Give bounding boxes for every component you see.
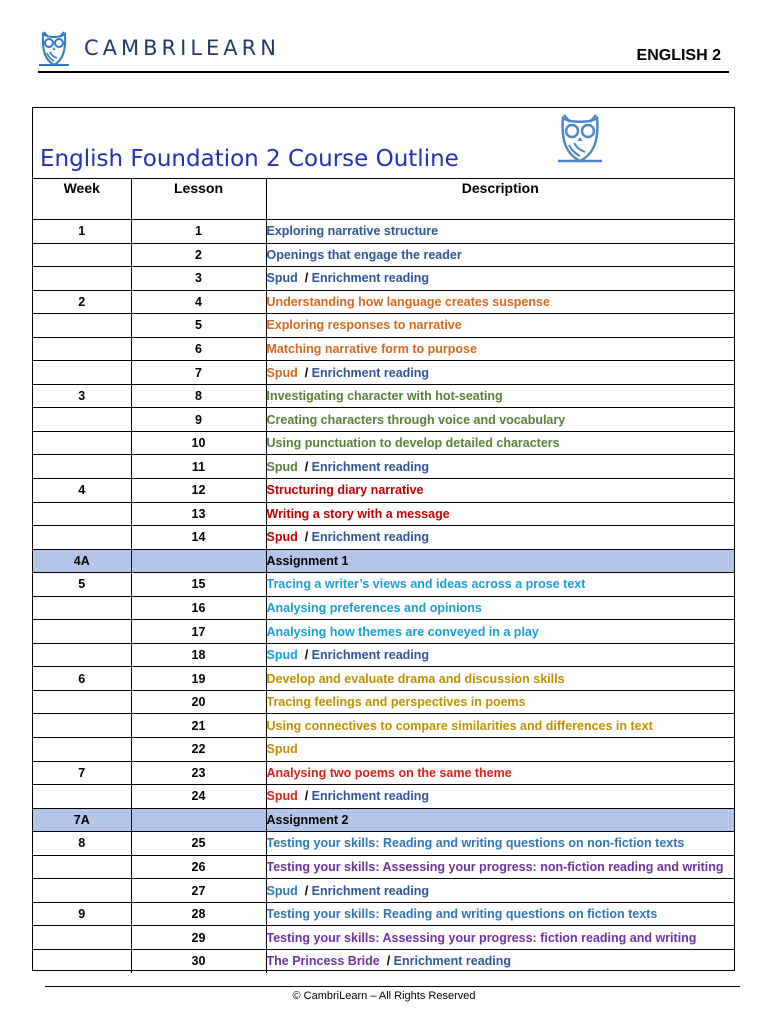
description-text: Creating characters through voice and vocabulary	[266, 412, 566, 427]
lesson-cell: 6	[131, 337, 266, 361]
lesson-cell	[131, 549, 266, 573]
description-text: Spud	[266, 789, 298, 804]
table-row	[33, 902, 734, 926]
week-cell: 3	[33, 384, 131, 408]
description-cell	[266, 549, 734, 573]
description-cell	[266, 220, 734, 244]
week-cell	[33, 926, 131, 950]
description-cell	[266, 526, 734, 550]
table-row	[33, 314, 734, 338]
subject-label: ENGLISH 2	[636, 47, 721, 64]
description-text: Exploring narrative structure	[266, 224, 439, 239]
table-row	[33, 455, 734, 479]
lesson-column-header: Lesson	[131, 178, 266, 220]
owl-icon	[554, 110, 606, 168]
week-cell	[33, 879, 131, 903]
table-row	[33, 667, 734, 691]
lesson-cell: 15	[131, 573, 266, 597]
header-divider	[38, 71, 729, 73]
week-cell: 5	[33, 573, 131, 597]
lesson-cell: 1	[131, 220, 266, 244]
lesson-cell: 4	[131, 290, 266, 314]
table-row	[33, 479, 734, 503]
description-text: Enrichment reading	[393, 954, 512, 969]
table-row	[33, 738, 734, 762]
description-text: Testing your skills: Reading and writing questions on non-fiction texts	[266, 836, 685, 851]
week-cell: 9	[33, 902, 131, 926]
description-cell	[266, 620, 734, 644]
week-cell	[33, 267, 131, 291]
lesson-cell: 8	[131, 384, 266, 408]
lesson-cell: 14	[131, 526, 266, 550]
description-cell	[266, 455, 734, 479]
lesson-cell: 20	[131, 690, 266, 714]
lesson-cell: 3	[131, 267, 266, 291]
lesson-cell	[131, 808, 266, 832]
lesson-cell: 17	[131, 620, 266, 644]
table-row	[33, 502, 734, 526]
lesson-cell: 25	[131, 832, 266, 856]
week-cell	[33, 526, 131, 550]
table-header-row	[33, 178, 734, 220]
lesson-cell: 22	[131, 738, 266, 762]
table-row	[33, 785, 734, 809]
description-text: Assignment 2	[266, 812, 349, 827]
lesson-cell: 23	[131, 761, 266, 785]
description-cell	[266, 596, 734, 620]
description-cell	[266, 408, 734, 432]
owl-logo-icon	[36, 28, 72, 70]
description-text: Spud	[266, 530, 298, 545]
description-cell	[266, 431, 734, 455]
table-row	[33, 243, 734, 267]
description-cell	[266, 808, 734, 832]
table-row	[33, 290, 734, 314]
assignment-row	[33, 549, 734, 573]
week-cell	[33, 361, 131, 385]
lesson-cell: 29	[131, 926, 266, 950]
description-text: Matching narrative form to purpose	[266, 342, 477, 356]
table-row	[33, 267, 734, 291]
table-row	[33, 855, 734, 879]
lesson-cell: 11	[131, 455, 266, 479]
description-text: Tracing a writer’s views and ideas across a prose text	[266, 577, 586, 592]
description-text: Investigating character with hot-seating	[266, 389, 503, 404]
week-cell	[33, 690, 131, 714]
description-text: /	[297, 365, 312, 380]
week-cell	[33, 431, 131, 455]
table-row	[33, 714, 734, 738]
page-title: English Foundation 2 Course Outline	[40, 146, 459, 172]
table-row	[33, 949, 734, 972]
description-text: /	[297, 271, 312, 286]
description-text: Using punctuation to develop detailed characters	[266, 436, 560, 451]
description-cell	[266, 479, 734, 503]
week-cell: 4	[33, 479, 131, 503]
week-cell	[33, 620, 131, 644]
description-cell	[266, 361, 734, 385]
description-text: Tracing feelings and perspectives in poems	[266, 695, 526, 710]
week-cell	[33, 855, 131, 879]
table-row	[33, 879, 734, 903]
lesson-cell: 30	[131, 949, 266, 972]
table-row	[33, 620, 734, 644]
description-text: Enrichment reading	[311, 271, 430, 286]
description-cell	[266, 667, 734, 691]
table-row	[33, 832, 734, 856]
course-table	[33, 178, 734, 973]
title-area	[33, 108, 734, 179]
table-row	[33, 761, 734, 785]
lesson-cell: 12	[131, 479, 266, 503]
description-text: Analysing two poems on the same theme	[266, 765, 512, 780]
week-cell	[33, 408, 131, 432]
lesson-cell: 24	[131, 785, 266, 809]
week-cell	[33, 714, 131, 738]
description-cell	[266, 314, 734, 338]
table-row	[33, 573, 734, 597]
copyright-footer: © CambriLearn – All Rights Reserved	[292, 990, 476, 1002]
description-text: Structuring diary narrative	[266, 483, 424, 498]
description-cell	[266, 738, 734, 762]
description-text: /	[297, 459, 312, 474]
lesson-cell: 2	[131, 243, 266, 267]
week-cell	[33, 314, 131, 338]
lesson-cell: 19	[131, 667, 266, 691]
lesson-cell: 7	[131, 361, 266, 385]
lesson-cell: 28	[131, 902, 266, 926]
description-text: /	[379, 954, 394, 969]
description-text: Enrichment reading	[311, 789, 430, 804]
week-cell: 7	[33, 761, 131, 785]
description-column-header: Description	[266, 178, 734, 220]
description-cell	[266, 902, 734, 926]
lesson-cell: 26	[131, 855, 266, 879]
week-cell: 6	[33, 667, 131, 691]
table-row	[33, 596, 734, 620]
description-cell	[266, 502, 734, 526]
table-row	[33, 384, 734, 408]
description-cell	[266, 926, 734, 950]
description-text: Spud	[266, 742, 298, 757]
lesson-cell: 27	[131, 879, 266, 903]
description-text: Testing your skills: Assessing your progress: fiction reading and writing	[266, 930, 697, 945]
description-cell	[266, 267, 734, 291]
table-row	[33, 220, 734, 244]
week-cell	[33, 337, 131, 361]
week-cell	[33, 949, 131, 972]
description-text: Testing your skills: Assessing your progress: non-fiction reading and writing	[266, 860, 724, 875]
week-cell	[33, 596, 131, 620]
table-row	[33, 926, 734, 950]
description-cell	[266, 761, 734, 785]
description-text: Using connectives to compare similarities and differences in text	[266, 718, 653, 733]
description-text: Spud	[266, 648, 298, 663]
week-cell	[33, 738, 131, 762]
lesson-cell: 9	[131, 408, 266, 432]
description-text: Writing a story with a message	[266, 506, 450, 521]
lesson-cell: 16	[131, 596, 266, 620]
description-text: Analysing how themes are conveyed in a play	[266, 624, 539, 639]
description-text: Enrichment reading	[311, 530, 430, 545]
table-row	[33, 526, 734, 550]
description-text: /	[297, 883, 312, 898]
description-cell	[266, 714, 734, 738]
description-text: Openings that engage the reader	[266, 247, 462, 262]
week-cell	[33, 502, 131, 526]
description-text: /	[297, 530, 312, 545]
description-cell	[266, 855, 734, 879]
week-cell	[33, 785, 131, 809]
description-text: The Princess Bride	[266, 954, 380, 969]
description-cell	[266, 243, 734, 267]
description-text: /	[297, 648, 312, 663]
description-cell	[266, 785, 734, 809]
week-cell: 7A	[33, 808, 131, 832]
description-cell	[266, 949, 734, 972]
course-outline	[32, 107, 735, 971]
description-text: /	[297, 789, 312, 804]
table-row	[33, 431, 734, 455]
table-row	[33, 337, 734, 361]
lesson-cell: 13	[131, 502, 266, 526]
week-cell: 8	[33, 832, 131, 856]
description-cell	[266, 573, 734, 597]
description-text: Enrichment reading	[311, 648, 430, 663]
description-cell	[266, 337, 734, 361]
description-cell	[266, 690, 734, 714]
description-text: Assignment 1	[266, 553, 349, 568]
week-cell	[33, 455, 131, 479]
week-cell: 1	[33, 220, 131, 244]
lesson-cell: 21	[131, 714, 266, 738]
description-cell	[266, 832, 734, 856]
week-cell: 2	[33, 290, 131, 314]
description-text: Enrichment reading	[311, 883, 430, 898]
description-text: Spud	[266, 883, 298, 898]
lesson-cell: 10	[131, 431, 266, 455]
description-text: Spud	[266, 459, 298, 474]
table-row	[33, 361, 734, 385]
brand-name: CAMBRILEARN	[84, 36, 280, 60]
lesson-cell: 5	[131, 314, 266, 338]
table-row	[33, 408, 734, 432]
description-text: Spud	[266, 271, 298, 286]
week-cell	[33, 243, 131, 267]
week-cell: 4A	[33, 549, 131, 573]
description-cell	[266, 290, 734, 314]
description-text: Enrichment reading	[311, 459, 430, 474]
week-column-header: Week	[33, 178, 131, 220]
description-text: Develop and evaluate drama and discussion skills	[266, 671, 565, 686]
description-text: Understanding how language creates suspense	[266, 294, 550, 309]
assignment-row	[33, 808, 734, 832]
week-cell	[33, 643, 131, 667]
page-header	[0, 0, 768, 76]
table-body	[33, 220, 734, 973]
description-text: Exploring responses to narrative	[266, 318, 462, 333]
description-text: Spud	[266, 365, 298, 380]
description-text: Enrichment reading	[311, 365, 430, 380]
description-text: Testing your skills: Reading and writing questions on fiction texts	[266, 907, 658, 922]
description-text: Analysing preferences and opinions	[266, 601, 482, 616]
description-cell	[266, 643, 734, 667]
footer-divider	[45, 986, 740, 987]
table-row	[33, 690, 734, 714]
table-row	[33, 643, 734, 667]
description-cell	[266, 879, 734, 903]
lesson-cell: 18	[131, 643, 266, 667]
description-cell	[266, 384, 734, 408]
